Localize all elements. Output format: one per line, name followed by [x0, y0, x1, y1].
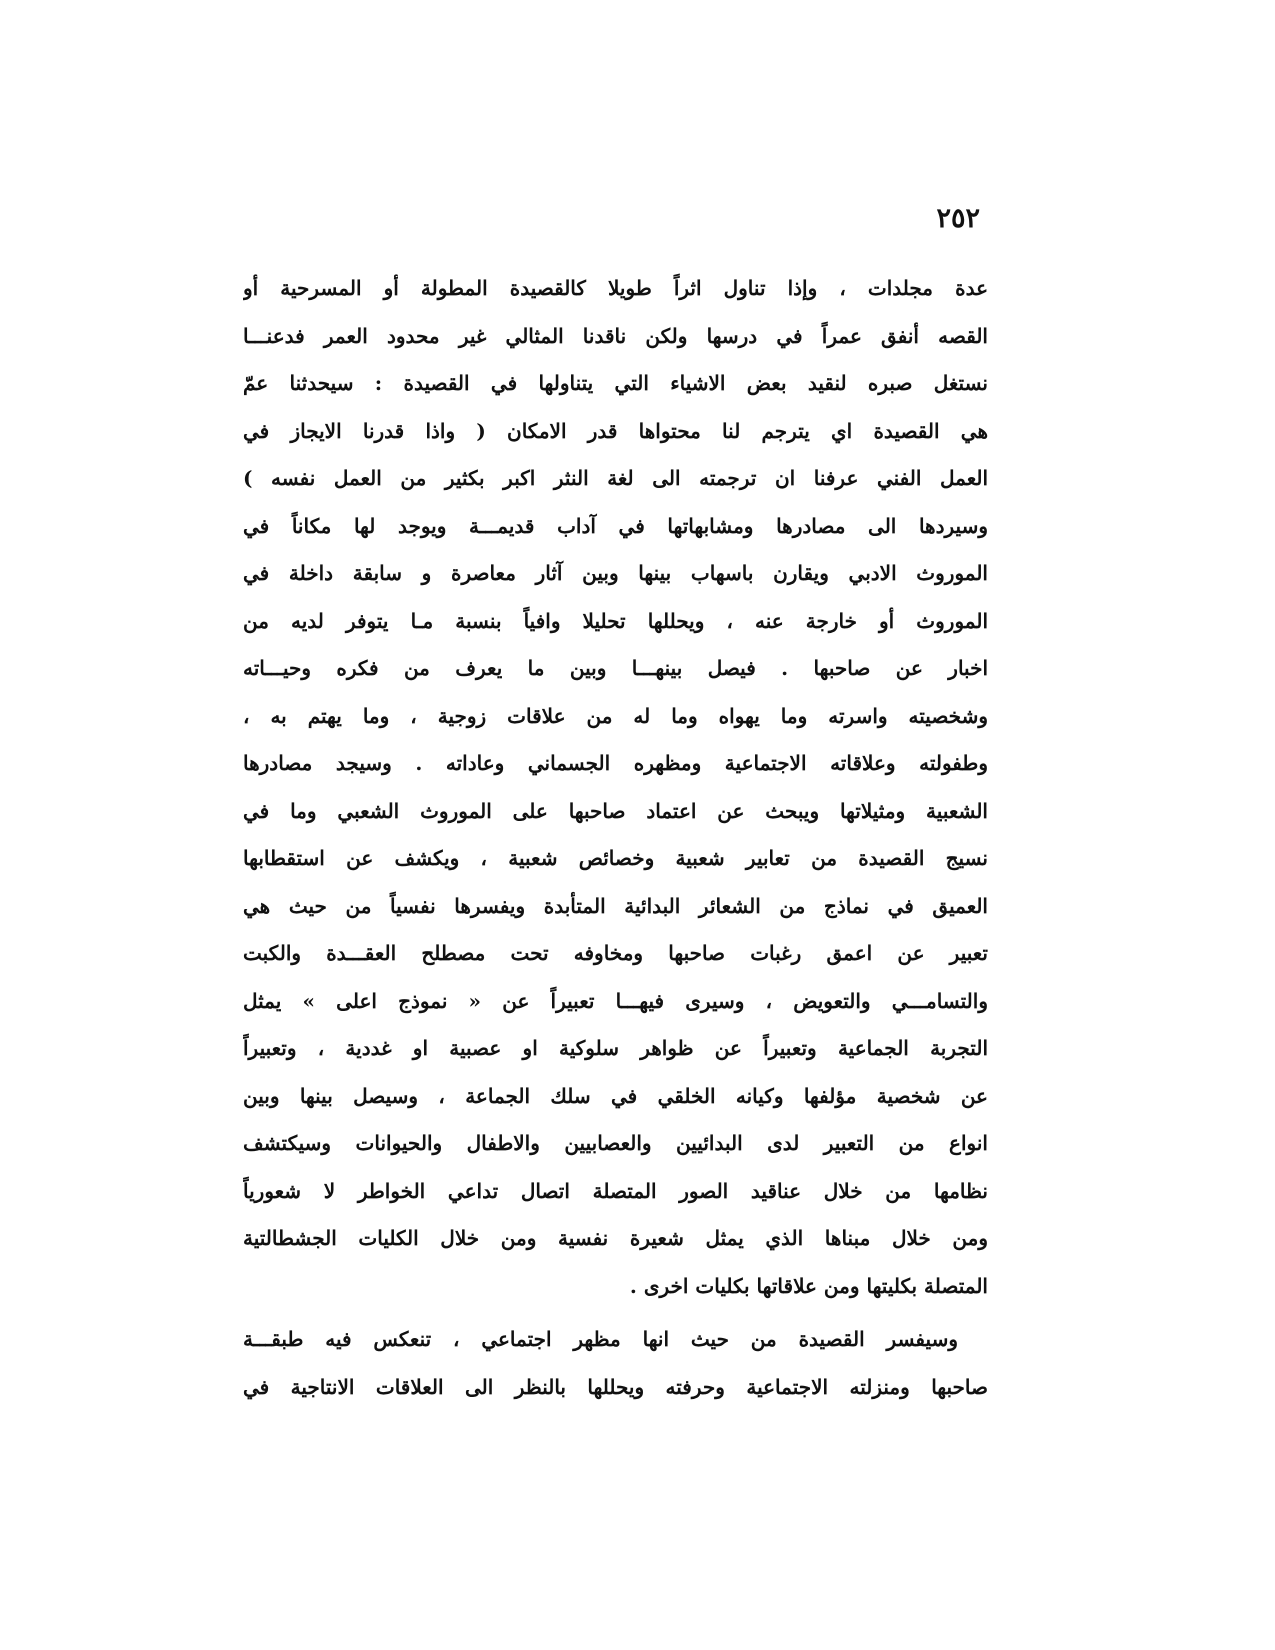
text-line: والتسامـــي والتعويض ، وسيرى فيهـــا تعبيراً عن « نموذج اعلى » يمثل — [243, 988, 988, 1013]
text-line: نظامها من خلال عناقيد الصور المتصلة اتصال تداعي الخواطر لا شعورياً — [243, 1178, 988, 1203]
text-line: انواع من التعبير لدى البدائيين والعصابيين والاطفال والحيوانات وسيكتشف — [243, 1131, 988, 1155]
text-line: وطفولته وعلاقاته الاجتماعية ومظهره الجسماني وعاداته . وسيجد مصادرها — [243, 751, 988, 775]
text-line: اخبار عن صاحبها . فيصل بينهـــا وبين ما يعرف من فكره وحيـــاته — [243, 656, 988, 680]
body-text — [243, 265, 988, 1411]
paragraph — [243, 265, 988, 1310]
text-line: القصه أنفق عمراً في درسها ولكن ناقدنا المثالي غير محدود العمر فدعنـــا — [243, 323, 988, 348]
text-line: وسيفسر القصيدة من حيث انها مظهر اجتماعي ، تنعكس فيه طبقـــة — [243, 1327, 958, 1351]
text-line: عدة مجلدات ، وإذا تناول اثراً طويلا كالقصيدة المطولة أو المسرحية أو — [243, 276, 988, 300]
text-line: تعبير عن اعمق رغبات صاحبها ومخاوفه تحت مصطلح العقـــدة والكبت — [243, 941, 988, 965]
text-line: وشخصيته واسرته وما يهواه وما له من علاقات زوجية ، وما يهتم به ، — [243, 703, 988, 728]
text-line: الشعبية ومثيلاتها ويبحث عن اعتماد صاحبها على الموروث الشعبي وما في — [243, 798, 988, 823]
text-line: الموروث الادبي ويقارن باسهاب بينها وبين آثار معاصرة و سابقة داخلة في — [243, 561, 988, 585]
page-number: ٢٥٢ — [936, 203, 980, 234]
text-line: هي القصيدة اي يترجم لنا محتواها قدر الامكان ( واذا قدرنا الايجاز في — [243, 418, 988, 443]
paragraph — [243, 1316, 988, 1411]
text-line: المتصلة بكليتها ومن علاقاتها بكليات اخرى . — [629, 1273, 988, 1298]
text-line: العميق في نماذج من الشعائر البدائية المتأبدة ويفسرها نفسياً من حيث هي — [243, 893, 988, 918]
text-line: الموروث أو خارجة عنه ، ويحللها تحليلا وافياً بنسبة مـا يتوفر لديه من — [243, 608, 988, 633]
text-line: ومن خلال مبناها الذي يمثل شعيرة نفسية ومن خلال الكليات الجشطالتية — [243, 1226, 988, 1250]
text-line: التجربة الجماعية وتعبيراً عن ظواهر سلوكية او عصبية او غددية ، وتعبيراً — [243, 1036, 988, 1060]
text-line: العمل الفني عرفنا ان ترجمته الى لغة النثر اكبر بكثير من العمل نفسه ) — [243, 466, 988, 490]
text-line: عن شخصية مؤلفها وكيانه الخلقي في سلك الجماعة ، وسيصل بينها وبين — [243, 1083, 988, 1108]
text-line: وسيردها الى مصادرها ومشابهاتها في آداب قديمـــة ويوجد لها مكاناً في — [243, 513, 988, 538]
text-line: نستغل صبره لنقيد بعض الاشياء التي يتناولها في القصيدة : سيحدثنا عمّ — [243, 371, 988, 395]
text-line: صاحبها ومنزلته الاجتماعية وحرفته ويحللها بالنظر الى العلاقات الانتاجية في — [243, 1374, 988, 1399]
text-line: نسيج القصيدة من تعابير شعبية وخصائص شعبية ، ويكشف عن استقطابها — [243, 846, 988, 870]
